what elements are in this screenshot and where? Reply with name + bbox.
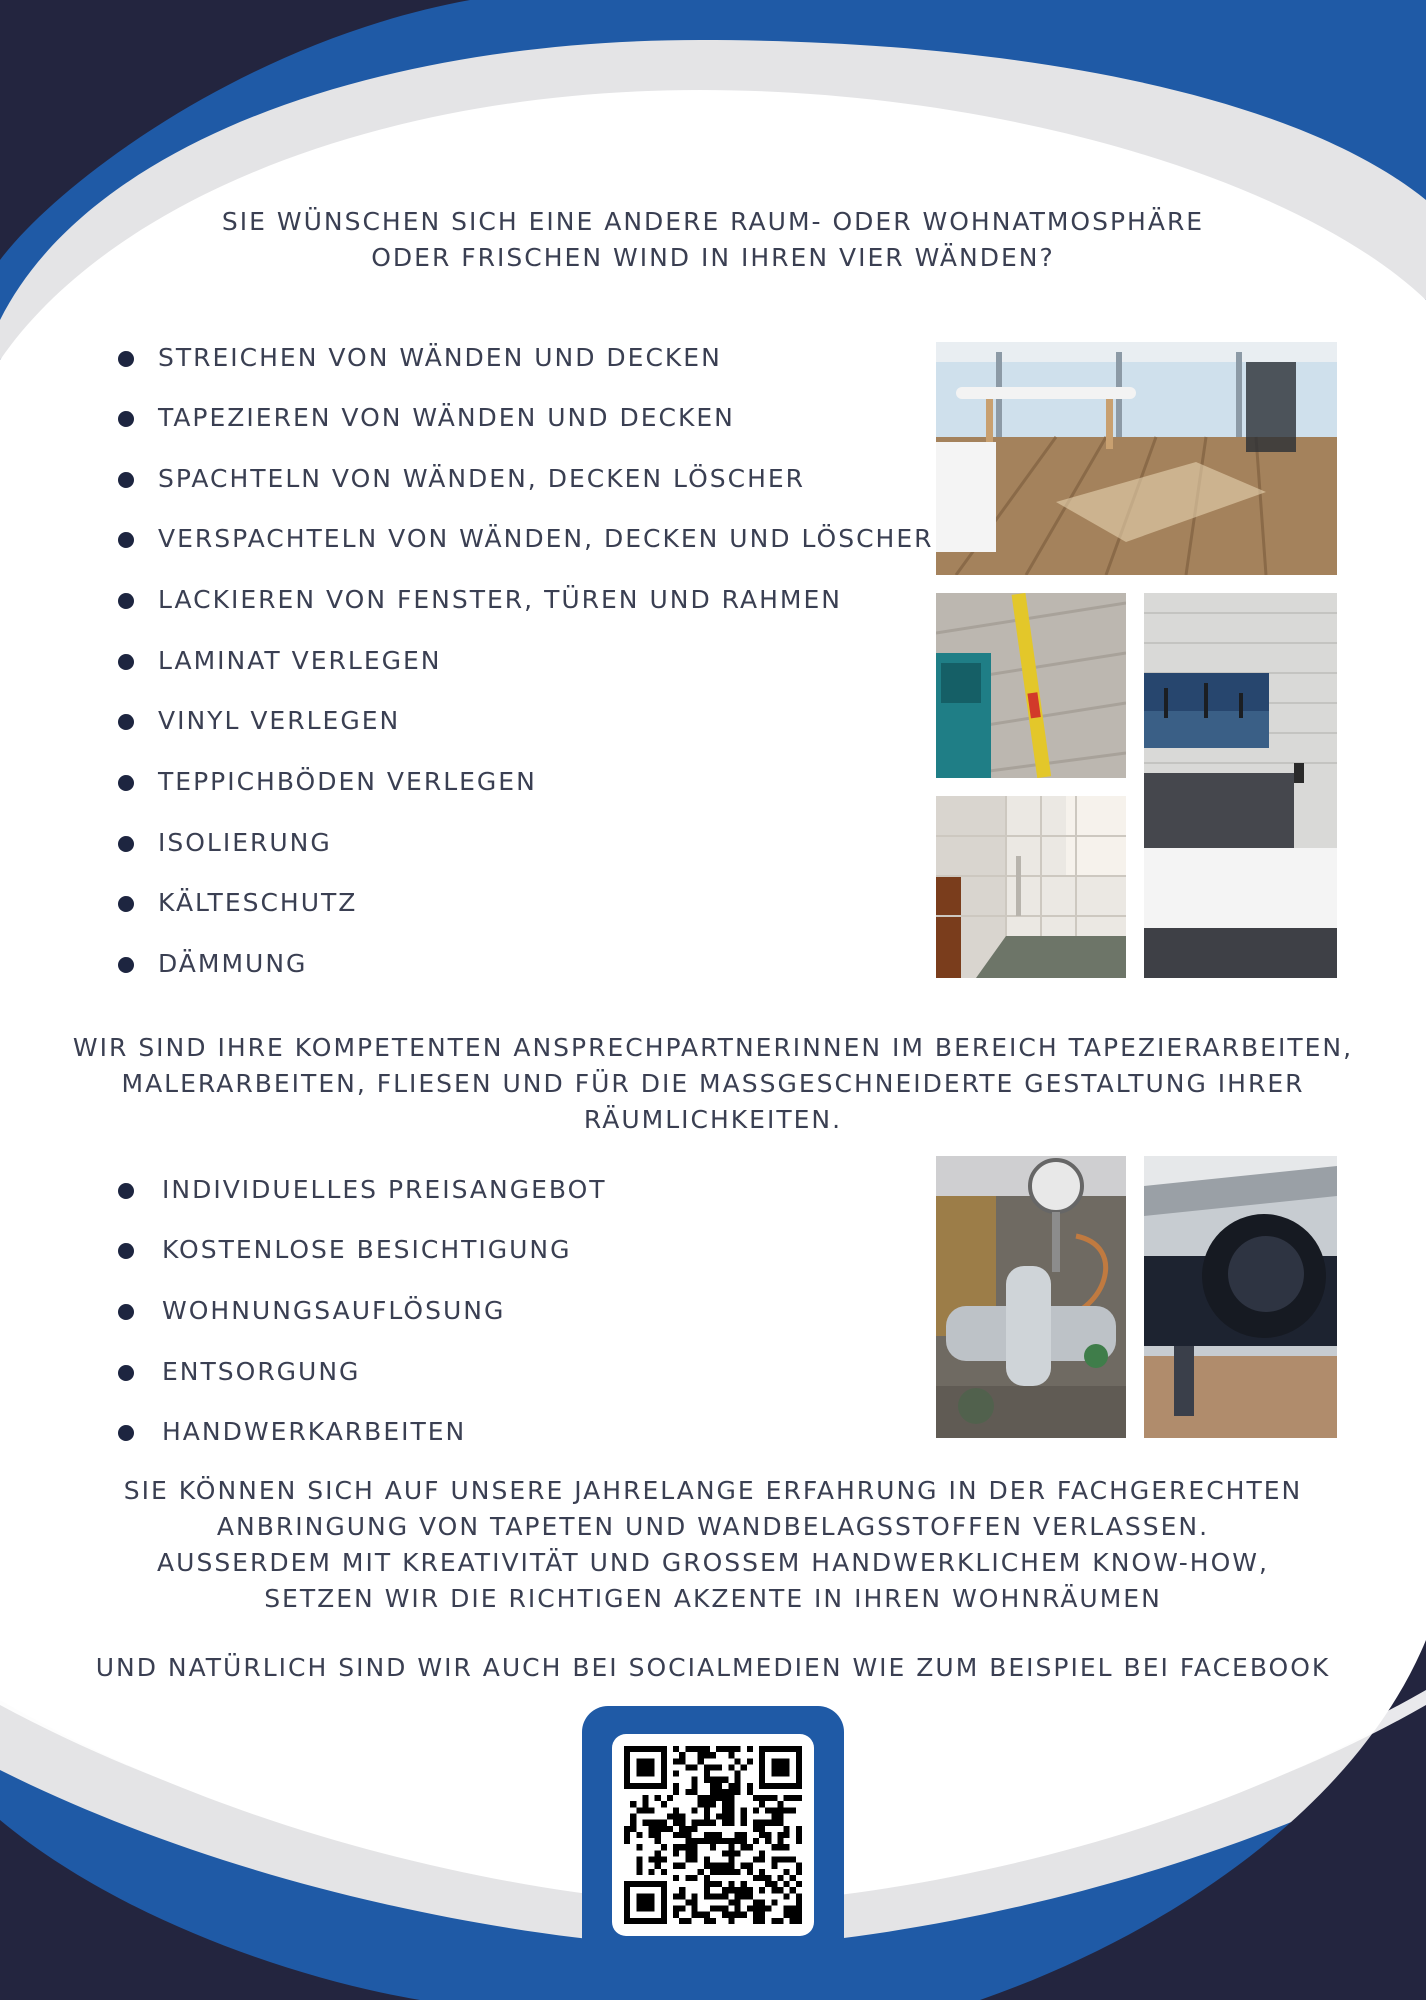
social-line: UND NATÜRLICH SIND WIR AUCH BEI SOCIALMEDIEN WIE ZUM BEISPIEL BEI FACEBOOK — [95, 1653, 1331, 1682]
competence-line-1: WIR SIND IHRE KOMPETENTEN ANSPRECHPARTNERINNEN IM BEREICH TAPEZIERARBEITEN, — [72, 1033, 1354, 1062]
intro-line-1: SIE WÜNSCHEN SICH EINE ANDERE RAUM- ODER WOHNATMOSPHÄRE — [221, 207, 1205, 236]
bullet-icon — [118, 654, 134, 670]
competence-text — [60, 1030, 1366, 1138]
bullet-icon — [118, 1365, 134, 1381]
experience-line-3: AUSSERDEM MIT KREATIVITÄT UND GROSSEM HANDWERKLICHEM KNOW-HOW, — [157, 1548, 1269, 1577]
social-text — [60, 1650, 1366, 1686]
photo-bedroom — [1144, 593, 1337, 978]
photo-pipes-manometer — [936, 1156, 1126, 1438]
photo-level-tool-floor — [936, 593, 1126, 778]
experience-line-2: ANBRINGUNG VON TAPETEN UND WANDBELAGSSTOFFEN VERLASSEN. — [216, 1512, 1210, 1541]
experience-text — [60, 1473, 1366, 1617]
bullet-icon — [118, 1304, 134, 1320]
bullet-icon — [118, 532, 134, 548]
photo-insulated-pipe — [1144, 1156, 1337, 1438]
experience-line-1: SIE KÖNNEN SICH AUF UNSERE JAHRELANGE ERFAHRUNG IN DER FACHGERECHTEN — [123, 1476, 1303, 1505]
qr-code-icon — [624, 1746, 802, 1924]
bullet-icon — [118, 714, 134, 730]
qr-code[interactable] — [612, 1734, 814, 1936]
bullet-icon — [118, 472, 134, 488]
bullet-icon — [118, 1425, 134, 1441]
competence-line-2: MALERARBEITEN, FLIESEN UND FÜR DIE MASSGESCHNEIDERTE GESTALTUNG IHRER — [121, 1069, 1305, 1098]
intro-heading — [60, 204, 1366, 276]
bullet-icon — [118, 1183, 134, 1199]
bullet-icon — [118, 593, 134, 609]
bullet-icon — [118, 411, 134, 427]
intro-line-2: ODER FRISCHEN WIND IN IHREN VIER WÄNDEN? — [371, 243, 1055, 272]
bullet-icon — [118, 957, 134, 973]
bullet-icon — [118, 896, 134, 912]
photo-living-room-floor — [936, 342, 1337, 575]
bullet-icon — [118, 836, 134, 852]
photo-bathroom-tiles — [936, 796, 1126, 978]
bullet-icon — [118, 351, 134, 367]
bullet-icon — [118, 775, 134, 791]
bullet-icon — [118, 1243, 134, 1259]
qr-code-frame — [582, 1706, 844, 2000]
competence-line-3: RÄUMLICHKEITEN. — [583, 1105, 843, 1134]
experience-line-4: SETZEN WIR DIE RICHTIGEN AKZENTE IN IHREN WOHNRÄUMEN — [264, 1584, 1162, 1613]
